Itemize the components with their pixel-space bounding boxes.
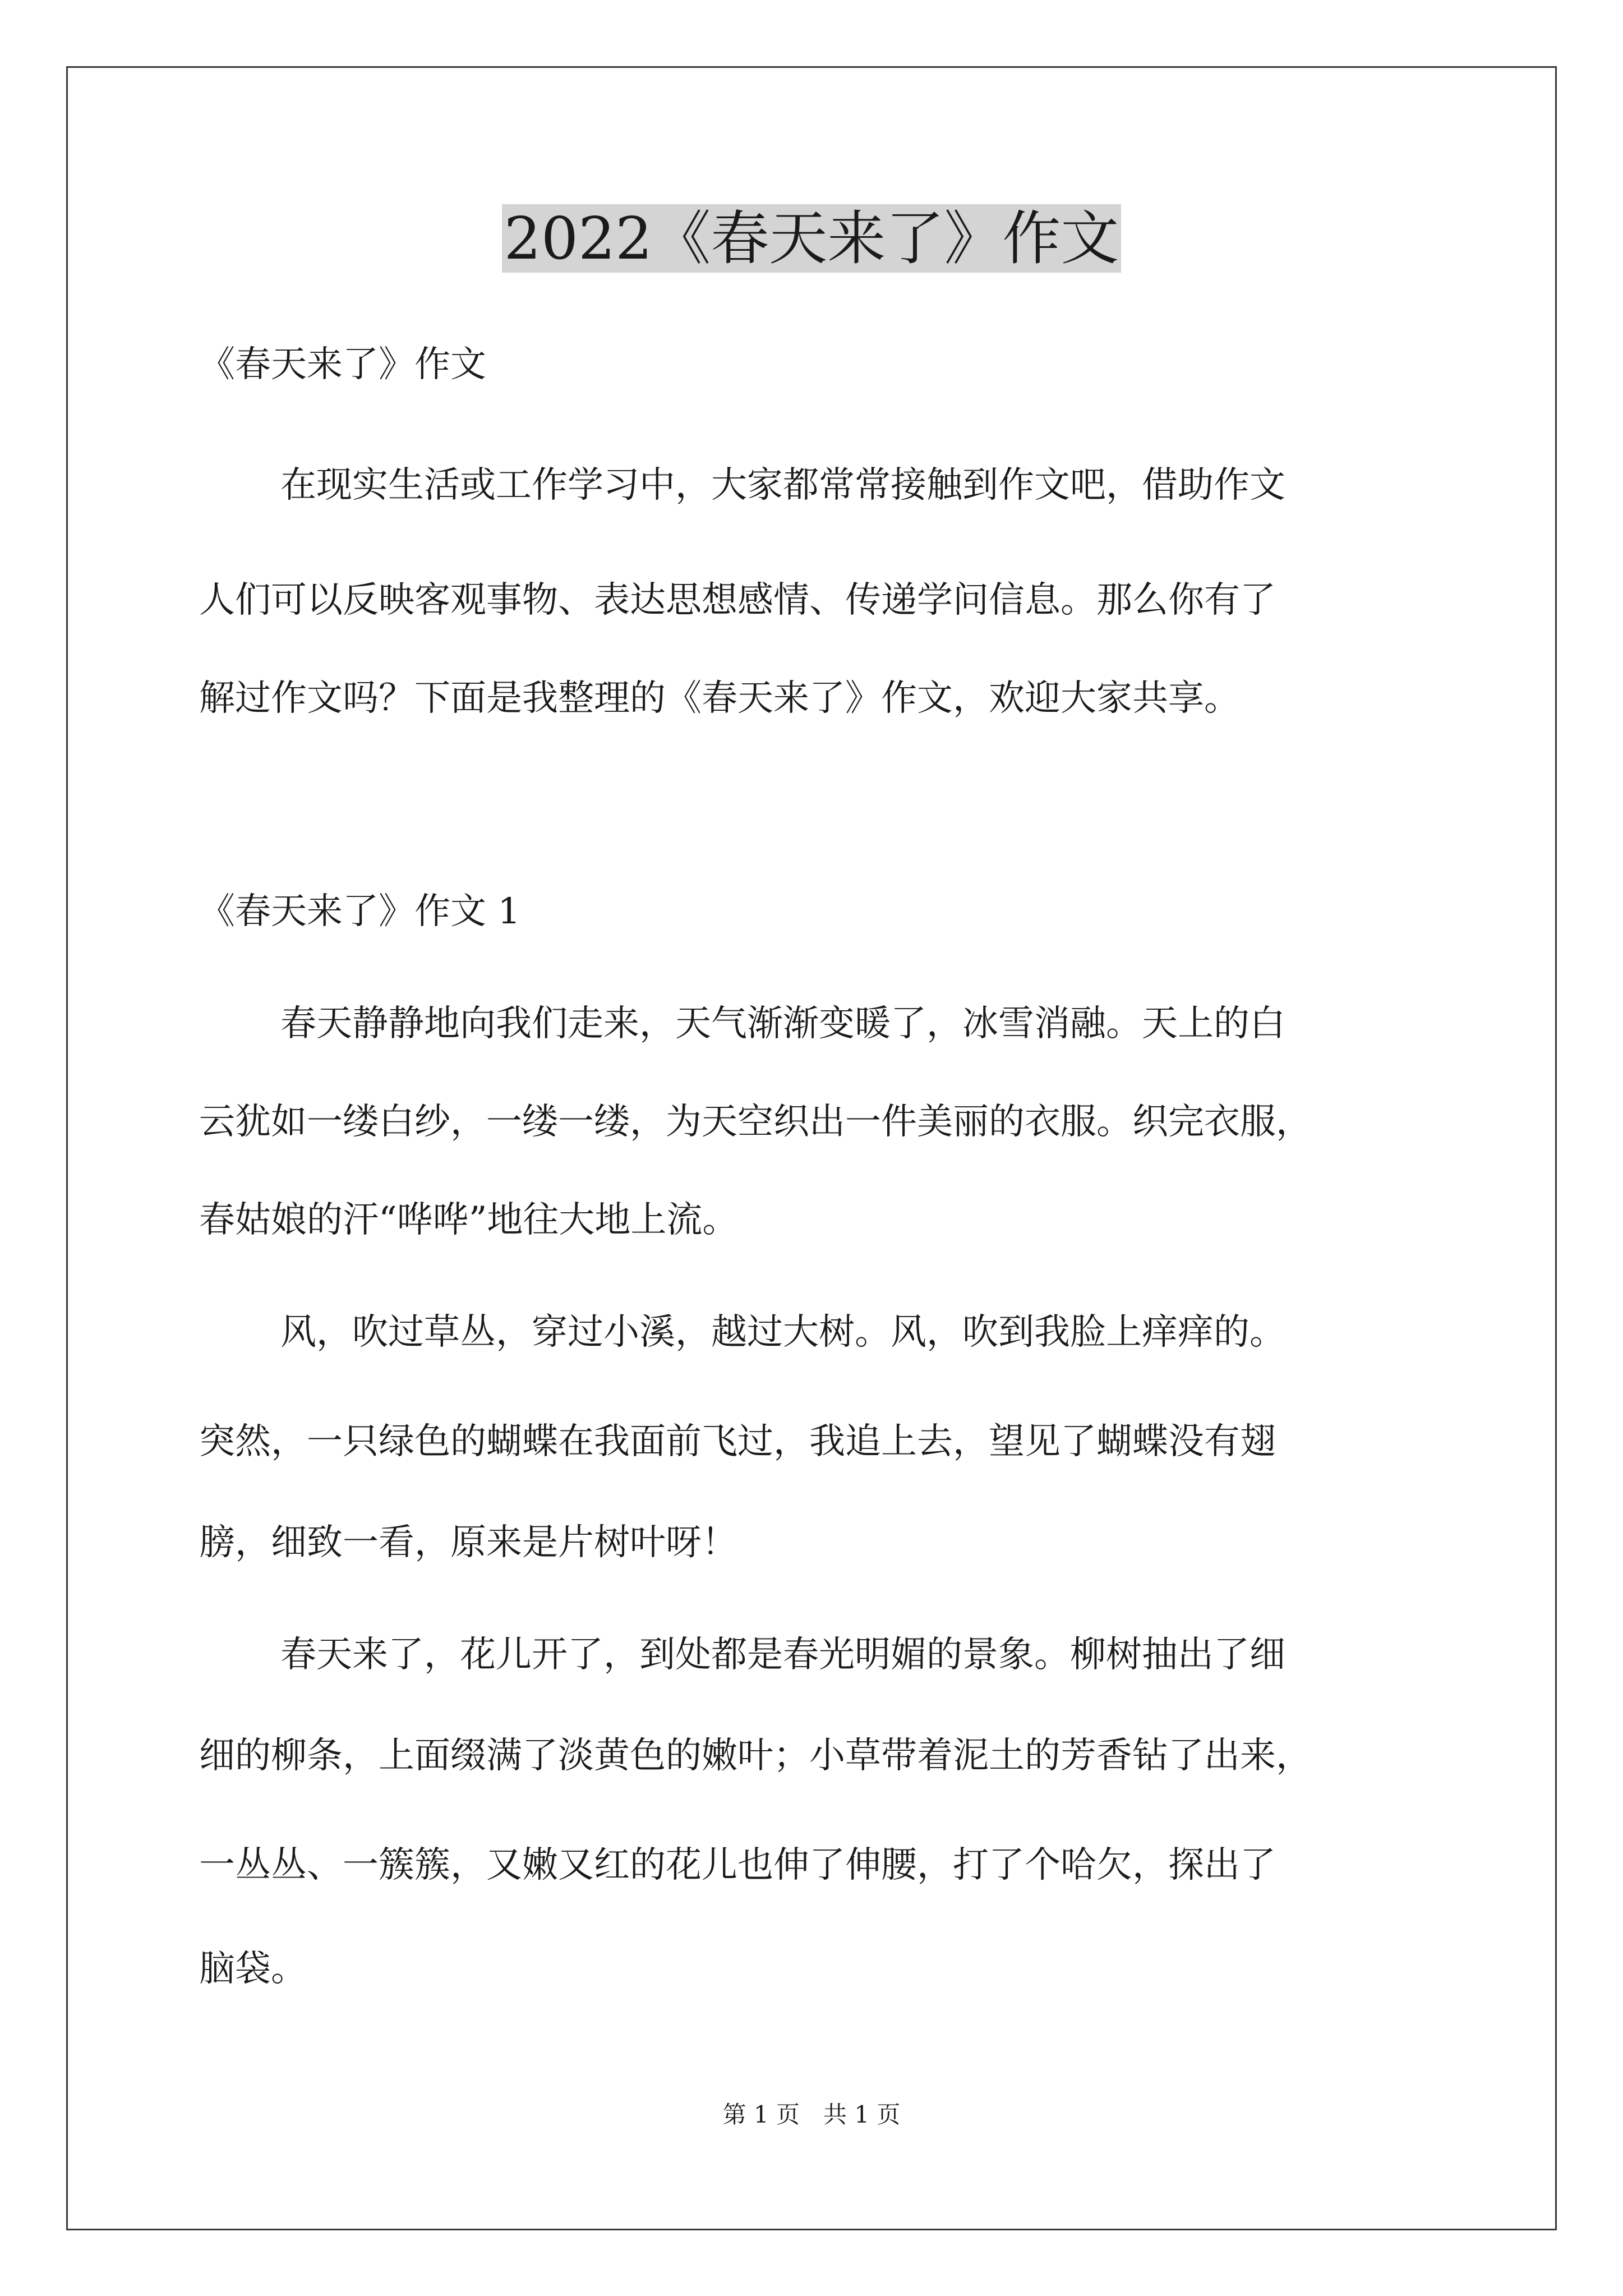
paragraph-line: 一丛丛、一簇簇，又嫩又红的花儿也伸了伸腰，打了个哈欠，探出了 [199, 1844, 1276, 1886]
paragraph-line: 春天来了，花儿开了，到处都是春光明媚的景象。柳树抽出了细 [280, 1634, 1285, 1676]
section-heading: 《春天来了》作文 [199, 344, 486, 385]
paragraph-line: 在现实生活或工作学习中，大家都常常接触到作文吧，借助作文 [280, 464, 1285, 506]
paragraph-line: 突然，一只绿色的蝴蝶在我面前飞过，我追上去，望见了蝴蝶没有翅 [199, 1421, 1276, 1462]
document-title [0, 199, 1623, 278]
paragraph-line: 膀，细致一看，原来是片树叶呀！ [199, 1522, 737, 1563]
paragraph-line: 人们可以反映客观事物、表达思想感情、传递学问信息。那么你有了 [199, 579, 1276, 621]
paragraph-line: 脑袋。 [199, 1948, 307, 1990]
paragraph-line: 春姑娘的汗“哗哗”地往大地上流。 [199, 1199, 739, 1241]
paragraph-line: 细的柳条，上面缀满了淡黄色的嫩叶；小草带着泥土的芳香钻了出来， [199, 1735, 1312, 1777]
title-text: 2022《春天来了》作文 [502, 204, 1122, 273]
paragraph-line: 解过作文吗？下面是我整理的《春天来了》作文，欢迎大家共享。 [199, 678, 1240, 719]
paragraph-line: 云犹如一缕白纱，一缕一缕，为天空织出一件美丽的衣服。织完衣服， [199, 1101, 1312, 1143]
page-border [66, 66, 1557, 2230]
page-number: 第 1 页 共 1 页 [722, 2101, 901, 2128]
paragraph-line: 春天静静地向我们走来，天气渐渐变暖了，冰雪消融。天上的白 [280, 1003, 1285, 1045]
paragraph-line: 风，吹过草丛，穿过小溪，越过大树。风，吹到我脸上痒痒的。 [280, 1312, 1285, 1353]
section-heading: 《春天来了》作文 1 [199, 891, 521, 932]
